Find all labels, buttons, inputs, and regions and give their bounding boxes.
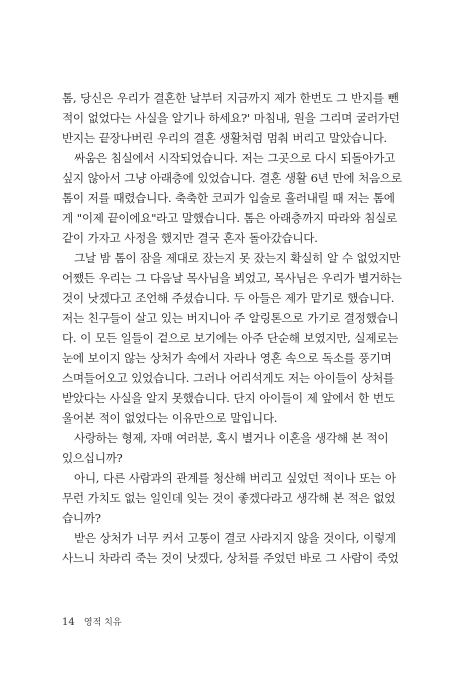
- text-line: 같이 가자고 사정을 했지만 결국 혼자 돌아갔습니다.: [62, 231, 318, 245]
- text-line: 습니까?: [62, 511, 101, 525]
- text-line: 그날 밤 톰이 잠을 제대로 잤는지 못 잤는지 확실히 알 수 없었지만: [74, 251, 401, 265]
- paragraph-6: [62, 528, 418, 568]
- text-line: 무런 가치도 없는 일인데 잊는 것이 좋겠다라고 생각해 본 적은 없었: [62, 491, 396, 505]
- paragraph-5: [62, 468, 418, 528]
- text-line: 싶지 않아서 그냥 아래층에 있었습니다. 결혼 생활 6년 만에 처음으로: [62, 171, 402, 185]
- paragraph-1: [62, 88, 418, 148]
- text-line: 받은 상처가 너무 커서 고통이 결코 사라지지 않을 것이다, 이렇게: [74, 531, 396, 545]
- text-line: 적이 없었다는 사실을 알기나 하세요?' 마침내, 원을 그리며 굴러가던: [62, 111, 400, 125]
- text-line: 다. 이 모든 일들이 겉으로 보기에는 아주 단순해 보였지만, 실제로는: [62, 331, 399, 345]
- paragraph-2: [62, 148, 418, 248]
- text-line: 사랑하는 형제, 자매 여러분, 혹시 별거나 이혼을 생각해 본 적이: [74, 431, 389, 445]
- text-line: 눈에 보이지 않는 상처가 속에서 자라나 영혼 속으로 독소를 풍기며: [62, 351, 392, 365]
- running-title: 영적 치유: [83, 618, 122, 628]
- text-line: 것이 낫겠다고 조언해 주셨습니다. 두 아들은 제가 맡기로 했습니다.: [62, 291, 395, 305]
- text-line: 싸움은 침실에서 시작되었습니다. 저는 그곳으로 다시 되돌아가고: [74, 151, 395, 165]
- text-line: 울어본 적이 없었다는 이유만으로 말입니다.: [62, 411, 278, 425]
- text-line: 스며들어오고 있었습니다. 그러나 어리석게도 저는 아이들이 상처를: [62, 371, 394, 385]
- text-line: 아니, 다른 사람과의 관계를 청산해 버리고 싶었던 적이나 또는 아: [74, 471, 396, 485]
- page-number: 14: [62, 617, 75, 628]
- text-line: 게 "이제 끝이에요"라고 말했습니다. 톰은 아래층까지 따라와 침실로: [62, 211, 397, 225]
- text-line: 톰, 당신은 우리가 결혼한 날부터 지금까지 제가 한번도 그 반지를 뺀: [62, 91, 399, 105]
- text-line: 어쨌든 우리는 그 다음날 목사님을 뵈었고, 목사님은 우리가 별거하는: [62, 271, 402, 285]
- body-text: [62, 88, 418, 568]
- text-line: 있으십니까?: [62, 451, 123, 465]
- text-line: 톰이 저를 때렸습니다. 축축한 코피가 입술로 흘러내릴 때 저는 톰에: [62, 191, 395, 205]
- paragraph-4: [62, 428, 418, 468]
- paragraph-3: [62, 248, 418, 428]
- text-line: 반지는 끝장나버린 우리의 결혼 생활처럼 멈춰 버리고 말았습니다.: [62, 131, 387, 145]
- text-line: 사느니 차라리 죽는 것이 낫겠다, 상처를 주었던 바로 그 사람이 죽었: [62, 551, 399, 565]
- text-line: 받았다는 사실을 알지 못했습니다. 단지 아이들이 제 앞에서 한 번도: [62, 391, 395, 405]
- text-line: 저는 친구들이 살고 있는 버지니아 주 알링톤으로 가기로 결정했습니: [62, 311, 399, 325]
- page-footer: [62, 615, 122, 628]
